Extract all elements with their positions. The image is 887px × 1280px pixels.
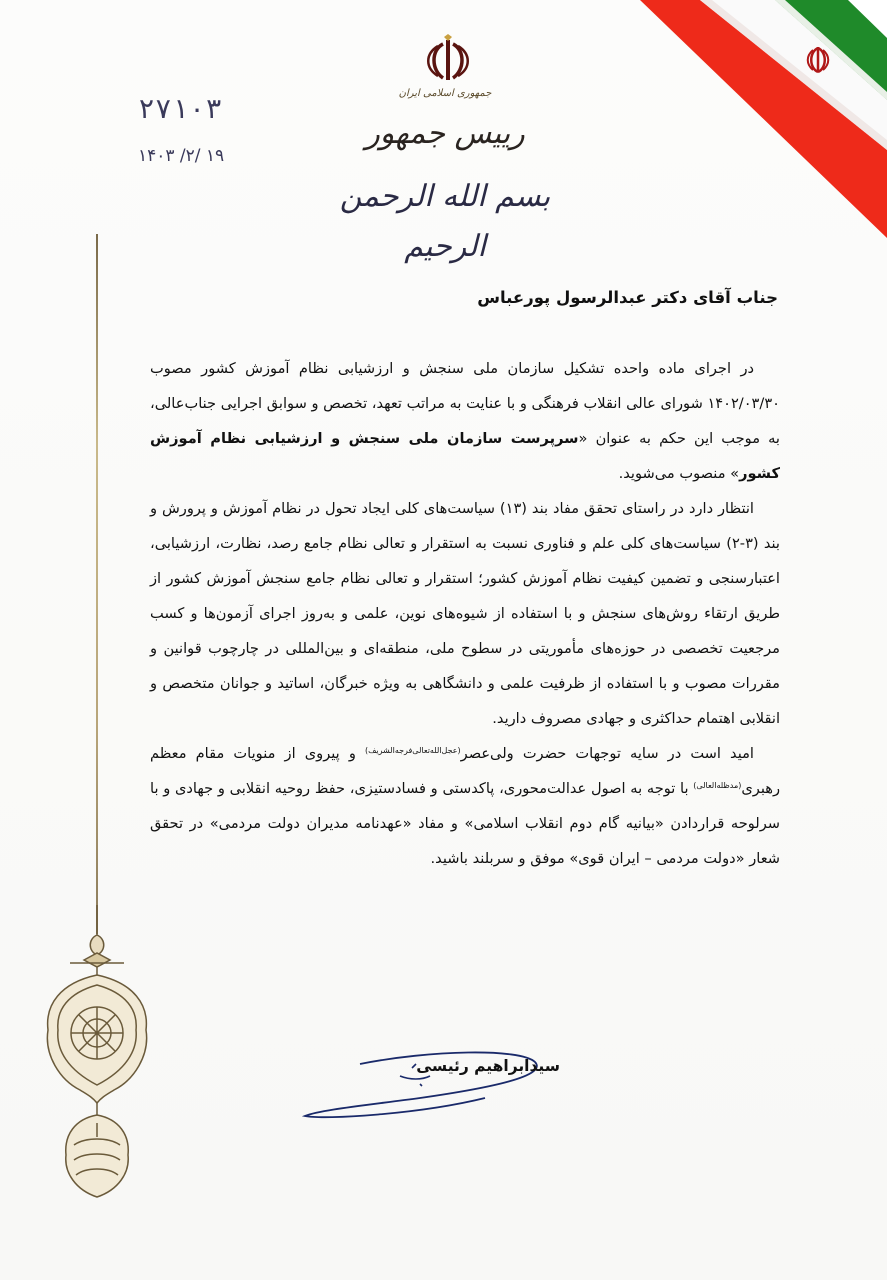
letter-date: ۱۴۰۳ /۲/ ۱۹: [138, 146, 225, 166]
paragraph-text: امید است در سایه توجهات حضرت ولی‌عصر: [460, 745, 754, 762]
paragraph-appointment: [150, 351, 780, 491]
paragraph-text: با توجه به اصول عدالت‌محوری، پاکدستی و فسادستیزی، حفظ روحیه انقلابی و جهادی و با سرلوحه قراردادن «بیانیه گام دوم انقلاب اسلامی» و مفاد «عهدنامه مدیران دولت مردمی» در تحقق شعار «دولت مردمی – ایران قوی» موفق و سربلند باشید.: [150, 780, 780, 867]
signature-block: [230, 1040, 560, 1130]
iran-emblem-icon: [423, 34, 473, 86]
letter-number: ۲۷۱۰۳: [138, 92, 223, 125]
paragraph-text: » منصوب می‌شوید.: [618, 465, 740, 482]
paragraph-expectations: انتظار دارد در راستای تحقق مفاد بند (۱۳) سیاست‌های کلی ایجاد تحول در نظام آموزش و پرورش و بند (۳-۲) سیاست‌های کلی علم و فناوری نسبت به استقرار و تعالی نظام جامع رصد، نظارت، ارزشیابی، اعتبارسنجی و تضمین کیفیت نظام آموزش کشور؛ استقرار و تعالی نظام جامع سنجش آموزش کشور از طریق ارتقاء روش‌های سنجش و با استفاده از شیوه‌های نوین، علمی و به‌روز اجرای آزمون‌ها و کسب مرجعیت تخصصی در حوزه‌های مأموریتی در سطوح ملی، منطقه‌ای و بین‌المللی در چارچوب قوانین و مقررات مصوب و با استفاده از ظرفیت علمی و دانشگاهی به ویژه خبرگان، اساتید و جوانان متخصص و انقلابی اهتمام حداکثری و جهادی مصروف دارید.: [150, 500, 780, 727]
handwritten-signature-icon: [230, 1040, 560, 1130]
flag-emblem-icon: [808, 47, 829, 72]
honorific-superscript: (مدظله‌العالی): [693, 781, 742, 790]
signatory-name: سیدابراهیم رئیسی: [416, 1057, 560, 1075]
letter-body: [150, 283, 780, 876]
paragraph-text: و پیروی از منویات مقام معظم رهبری: [150, 745, 780, 797]
honorific-superscript: (عجل‌الله‌تعالی‌فرجه‌الشریف): [364, 746, 461, 755]
salutation: جناب آقای دکتر عبدالرسول پورعباس: [477, 288, 778, 307]
gold-vertical-line: [96, 234, 98, 934]
islamic-pendant-ornament-icon: [40, 905, 160, 1245]
appointed-position: سرپرست سازمان ملی سنجش و ارزشیابی نظام آموزش کشور: [150, 430, 780, 482]
government-name: جمهوری اسلامی ایران: [398, 88, 492, 99]
office-title: رییس جمهور: [365, 116, 525, 151]
paragraph-closing: [150, 736, 780, 876]
paragraph-text: در اجرای ماده واحده تشکیل سازمان ملی سنجش و ارزشیابی نظام آموزش کشور مصوب ۱۴۰۲/۰۳/۳۰ شورای عالی انقلاب فرهنگی و با عنایت به مراتب تعهد، تخصص و سوابق اجرایی جناب‌عالی، به موجب این حکم به عنوان «: [149, 360, 780, 447]
basmala-calligraphy: بسم الله الرحمن الرحیم: [339, 179, 551, 264]
